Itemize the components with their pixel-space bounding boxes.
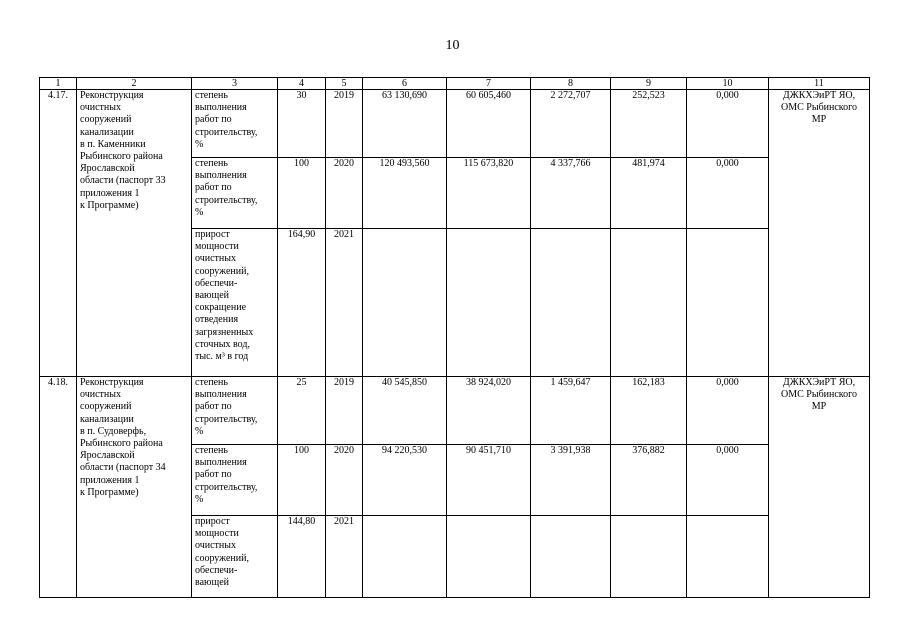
column-header: 8 — [531, 78, 611, 90]
local-amount: 162,183 — [611, 377, 687, 445]
local-amount: 252,523 — [611, 90, 687, 158]
column-header: 1 — [40, 78, 77, 90]
indicator: степень выполнения работ по строительству, % — [192, 445, 278, 516]
item-number: 4.18. — [40, 377, 77, 598]
regional-amount: 1 459,647 — [531, 377, 611, 445]
object-name: Реконструкция очистных сооружений канализации в п. Каменники Рыбинского района Ярославской области (паспорт 33 приложения 1 к Программе) — [77, 90, 192, 377]
total-amount: 94 220,530 — [363, 445, 447, 516]
total-amount: 120 493,560 — [363, 158, 447, 229]
column-header: 2 — [77, 78, 192, 90]
total-amount — [363, 229, 447, 377]
other-amount: 0,000 — [687, 377, 769, 445]
local-amount — [611, 516, 687, 598]
column-header: 3 — [192, 78, 278, 90]
indicator: степень выполнения работ по строительству, % — [192, 377, 278, 445]
indicator-value: 164,90 — [278, 229, 326, 377]
total-amount — [363, 516, 447, 598]
table-row — [40, 90, 870, 158]
other-amount — [687, 229, 769, 377]
federal-amount — [447, 516, 531, 598]
indicator: степень выполнения работ по строительству, % — [192, 90, 278, 158]
responsible-org: ДЖКХЭиРТ ЯО, ОМС Рыбинского МР — [769, 377, 870, 598]
local-amount — [611, 229, 687, 377]
column-header: 4 — [278, 78, 326, 90]
indicator: прирост мощности очистных сооружений, обеспечи- вающей — [192, 516, 278, 598]
federal-amount: 115 673,820 — [447, 158, 531, 229]
other-amount: 0,000 — [687, 158, 769, 229]
indicator-value: 30 — [278, 90, 326, 158]
item-number: 4.17. — [40, 90, 77, 377]
regional-amount: 4 337,766 — [531, 158, 611, 229]
regional-amount: 2 272,707 — [531, 90, 611, 158]
year: 2019 — [326, 90, 363, 158]
object-name: Реконструкция очистных сооружений канализации в п. Судоверфь, Рыбинского района Ярославской области (паспорт 34 приложения 1 к Программе) — [77, 377, 192, 598]
column-header: 5 — [326, 78, 363, 90]
indicator-value: 100 — [278, 158, 326, 229]
table-row — [40, 377, 870, 445]
regional-amount — [531, 229, 611, 377]
federal-amount: 38 924,020 — [447, 377, 531, 445]
local-amount: 481,974 — [611, 158, 687, 229]
page-number: 10 — [445, 38, 460, 53]
indicator-value: 100 — [278, 445, 326, 516]
regional-amount: 3 391,938 — [531, 445, 611, 516]
program-table — [39, 77, 870, 598]
year: 2021 — [326, 229, 363, 377]
column-header: 9 — [611, 78, 687, 90]
local-amount: 376,882 — [611, 445, 687, 516]
indicator: прирост мощности очистных сооружений, обеспечи- вающей сокращение отведения загрязненных сточных вод, тыс. м³ в год — [192, 229, 278, 377]
year: 2019 — [326, 377, 363, 445]
column-header: 11 — [769, 78, 870, 90]
other-amount: 0,000 — [687, 90, 769, 158]
indicator: степень выполнения работ по строительству, % — [192, 158, 278, 229]
column-number-row — [40, 78, 870, 90]
federal-amount — [447, 229, 531, 377]
column-header: 7 — [447, 78, 531, 90]
column-header: 6 — [363, 78, 447, 90]
other-amount — [687, 516, 769, 598]
regional-amount — [531, 516, 611, 598]
responsible-org: ДЖКХЭиРТ ЯО, ОМС Рыбинского МР — [769, 90, 870, 377]
federal-amount: 90 451,710 — [447, 445, 531, 516]
other-amount: 0,000 — [687, 445, 769, 516]
federal-amount: 60 605,460 — [447, 90, 531, 158]
column-header: 10 — [687, 78, 769, 90]
total-amount: 63 130,690 — [363, 90, 447, 158]
year: 2020 — [326, 158, 363, 229]
indicator-value: 144,80 — [278, 516, 326, 598]
year: 2020 — [326, 445, 363, 516]
total-amount: 40 545,850 — [363, 377, 447, 445]
indicator-value: 25 — [278, 377, 326, 445]
year: 2021 — [326, 516, 363, 598]
